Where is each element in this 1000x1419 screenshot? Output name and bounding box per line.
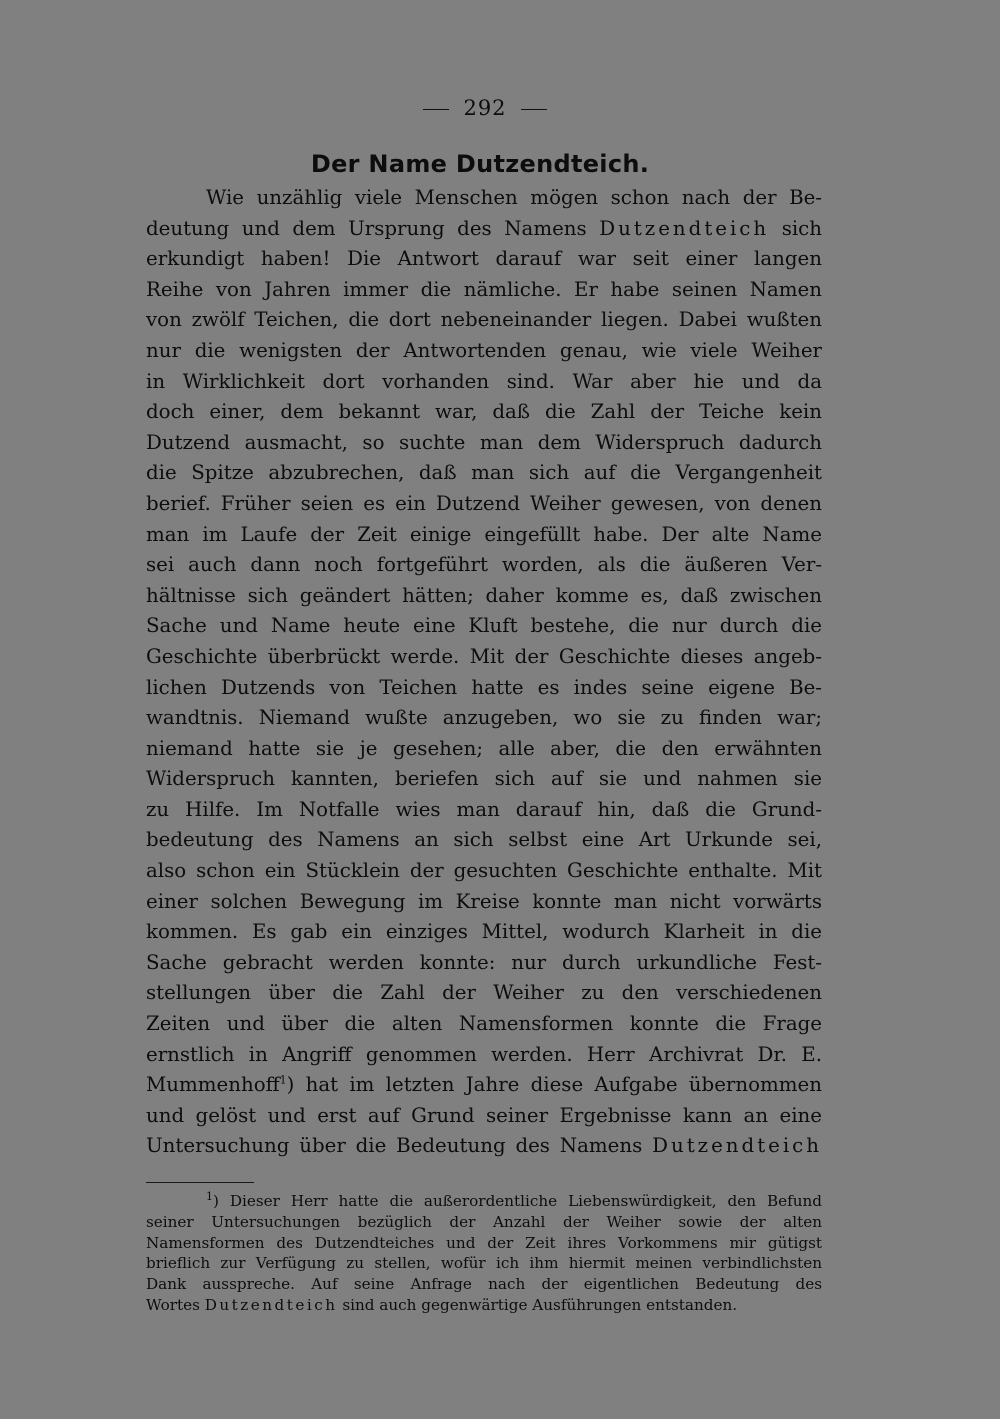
body-line: sei auch dann noch fortgeführt worden, als die äußeren Ver- bbox=[146, 553, 822, 577]
body-line: in Wirklichkeit dort vorhanden sind. War aber hie und da bbox=[146, 369, 822, 393]
footnote-line: Namensformen des Dutzendteiches und der Zeit ihres Vorkommens mir gütigst bbox=[146, 1233, 822, 1252]
body-line: stellungen über die Zahl der Weiher zu den verschiedenen bbox=[146, 981, 822, 1005]
body-line: ernstlich in Angriff genommen werden. Herr Archivrat Dr. E. bbox=[146, 1042, 822, 1066]
body-line: Dutzend ausmacht, so suchte man dem Widerspruch dadurch bbox=[146, 430, 822, 454]
body-line: doch einer, dem bekannt war, daß die Zahl der Teiche kein bbox=[146, 400, 822, 424]
body-line: Mummenhoff$^1$) hat im letzten Jahre diese Aufgabe übernommen bbox=[146, 1073, 822, 1097]
footnote-line: Dank ausspreche. Auf seine Anfrage nach der eigentlichen Bedeutung des bbox=[146, 1275, 822, 1294]
footnote-marker: 1 bbox=[206, 1189, 213, 1203]
body-line: erkundigt haben! Die Antwort darauf war seit einer langen bbox=[146, 247, 822, 271]
footnote-line: brieflich zur Verfügung zu stellen, wofür ich ihm hiermit meinen verbindlichsten bbox=[146, 1254, 822, 1273]
left-dash bbox=[423, 109, 449, 110]
footnote bbox=[146, 1191, 822, 1316]
body-line: bedeutung des Namens an sich selbst eine Art Urkunde sei, bbox=[146, 828, 822, 852]
body-line: Geschichte überbrückt werde. Mit der Geschichte dieses angeb- bbox=[146, 644, 822, 668]
body-line: wandtnis. Niemand wußte anzugeben, wo sie zu finden war; bbox=[146, 706, 822, 730]
body-line: und gelöst und erst auf Grund seiner Ergebnisse kann an eine bbox=[146, 1103, 822, 1127]
footnote-line: seiner Untersuchungen bezüglich der Anzahl der Weiher sowie der alten bbox=[146, 1212, 822, 1231]
body-line: Widerspruch kannten, beriefen sich auf sie und nahmen sie bbox=[146, 767, 822, 791]
body-line: Reihe von Jahren immer die nämliche. Er habe seinen Namen bbox=[146, 277, 822, 301]
body-line: zu Hilfe. Im Notfalle wies man darauf hin, daß die Grund- bbox=[146, 797, 822, 821]
spaced-word: Dutzendteich bbox=[204, 1295, 338, 1314]
body-line: niemand hatte sie je gesehen; alle aber, die den erwähnten bbox=[146, 736, 822, 760]
body-line: hältnisse sich geändert hätten; daher komme es, daß zwischen bbox=[146, 583, 822, 607]
right-dash bbox=[521, 109, 547, 110]
footnote-line: $^1$) Dieser Herr hatte die außerordentliche Liebenswürdigkeit, den Befund bbox=[206, 1189, 822, 1210]
body-line: von zwölf Teichen, die dort nebeneinander liegen. Dabei wußten bbox=[146, 308, 822, 332]
body-line: berief. Früher seien es ein Dutzend Weiher gewesen, von denen bbox=[146, 491, 822, 515]
body-line: man im Laufe der Zeit einige eingefüllt habe. Der alte Name bbox=[146, 522, 822, 546]
body-line: kommen. Es gab ein einziges Mittel, wodurch Klarheit in die bbox=[146, 920, 822, 944]
body-line: Wie unzählig viele Menschen mögen schon nach der Be- bbox=[206, 186, 822, 209]
body-line: Untersuchung über die Bedeutung des Namens Dutzendteich bbox=[146, 1134, 822, 1158]
body-line: Zeiten und über die alten Namensformen konnte die Frage bbox=[146, 1012, 822, 1036]
page-number-header bbox=[0, 96, 970, 120]
body-line: die Spitze abzubrechen, daß man sich auf die Vergangenheit bbox=[146, 461, 822, 485]
body-line: also schon ein Stücklein der gesuchten Geschichte enthalte. Mit bbox=[146, 859, 822, 883]
body-line: Sache gebracht werden konnte: nur durch urkundliche Fest- bbox=[146, 950, 822, 974]
body-line: Sache und Name heute eine Kluft bestehe, die nur durch die bbox=[146, 614, 822, 638]
footnote-line: Wortes Dutzendteich sind auch gegenwärtige Ausführungen entstanden. bbox=[146, 1295, 738, 1314]
footnote-divider bbox=[146, 1182, 254, 1183]
body-line: deutung und dem Ursprung des Namens Dutzendteich sich bbox=[146, 216, 822, 240]
spaced-word: Dutzendteich bbox=[599, 216, 770, 240]
page-title: Der Name Dutzendteich. bbox=[310, 150, 650, 178]
body-line: einer solchen Bewegung im Kreise konnte man nicht vorwärts bbox=[146, 889, 822, 913]
body-text bbox=[146, 183, 822, 1162]
footnote-reference: 1 bbox=[279, 1073, 287, 1087]
page-number: 292 bbox=[463, 96, 507, 120]
body-line: nur die wenigsten der Antwortenden genau, wie viele Weiher bbox=[146, 338, 822, 362]
body-line: lichen Dutzends von Teichen hatte es indes seine eigene Be- bbox=[146, 675, 822, 699]
spaced-word: Dutzendteich bbox=[652, 1134, 822, 1158]
